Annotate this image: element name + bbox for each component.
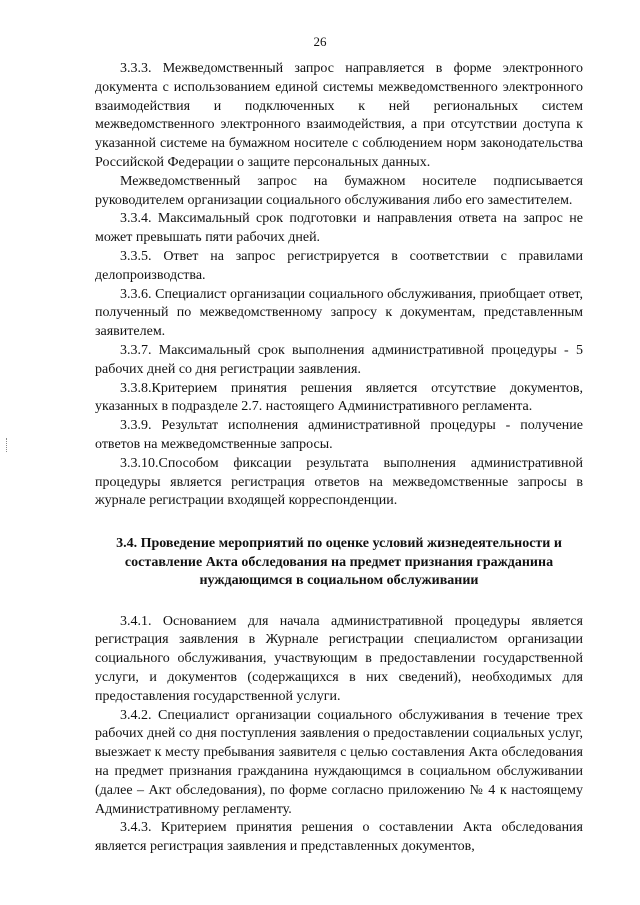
- page-number: 26: [313, 34, 327, 49]
- paragraph-3-4-2: 3.4.2. Специалист организации социального обслуживания в течение трех рабочих дней со дня поступления заявления о предоставлении социальных услуг, выезжает к месту пребывания заявителя с целью составления Акта обследования на предмет признания гражданина нуждающимся в социальном обслуживании (далее – Акт обследования), по форме согласно приложению № 4 к настоящему Административному регламенту.: [95, 707, 583, 817]
- margin-scan-mark: [6, 438, 9, 452]
- document-body: [95, 60, 583, 857]
- section-heading-3-4: 3.4. Проведение мероприятий по оценке условий жизнедеятельности и составление Акта обследования на предмет признания гражданина нуждающимся в социальном обслуживании: [116, 536, 562, 589]
- paragraph-3-3-6: 3.3.6. Специалист организации социального обслуживания, приобщает ответ, полученный по межведомственному запросу к документам, представленным заявителем.: [95, 286, 583, 340]
- paragraph-3-4-3: 3.4.3. Критерием принятия решения о составлении Акта обследования является регистрация заявления и представленных документов,: [95, 820, 583, 855]
- paragraph-paper-request: Межведомственный запрос на бумажном носителе подписывается руководителем организации социального обслуживания либо его заместителем.: [95, 173, 583, 208]
- paragraph-3-3-10: 3.3.10.Способом фиксации результата выполнения административной процедуры является регистрация ответов на межведомственные запросы в журнале регистрации входящей корреспонденции.: [95, 455, 583, 509]
- paragraph-3-3-4: 3.3.4. Максимальный срок подготовки и направления ответа на запрос не может превышать пяти рабочих дней.: [95, 211, 583, 246]
- paragraph-3-3-9: 3.3.9. Результат исполнения административной процедуры - получение ответов на межведомственные запросы.: [95, 418, 583, 452]
- paragraph-3-3-5: 3.3.5. Ответ на запрос регистрируется в соответствии с правилами делопроизводства.: [95, 248, 583, 283]
- paragraph-3-3-3: 3.3.3. Межведомственный запрос направляется в форме электронного документа с использованием единой системы межведомственного электронного взаимодействия и подключенных к ней региональных систем межведомственного электронного взаимодействия, а при отсутствии доступа к указанной системе на бумажном носителе с соблюдением норм законодательства Российской Федерации о защите персональных данных.: [95, 61, 583, 170]
- paragraph-3-3-7: 3.3.7. Максимальный срок выполнения административной процедуры - 5 рабочих дней со дня регистрации заявления.: [95, 342, 583, 377]
- paragraph-3-4-1: 3.4.1. Основанием для начала административной процедуры является регистрация заявления в Журнале регистрации специалистом организации социального обслуживания, участвующим в предоставлении государственной услуги, и документов (содержащихся в них сведений), необходимых для предоставления государственной услуги.: [95, 613, 583, 704]
- paragraph-3-3-8: 3.3.8.Критерием принятия решения является отсутствие документов, указанных в подразделе 2.7. настоящего Административного регламента.: [95, 380, 583, 415]
